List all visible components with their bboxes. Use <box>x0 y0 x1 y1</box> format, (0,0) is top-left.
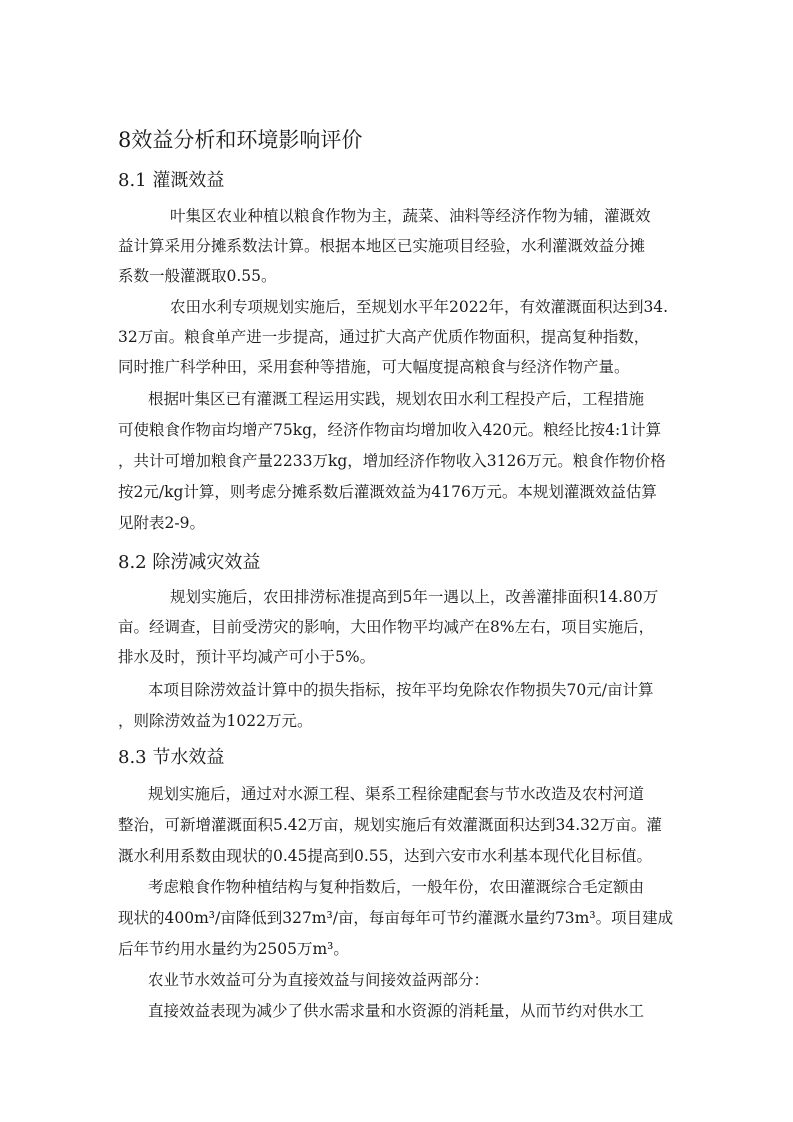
paragraph-line: 本项目除涝效益计算中的损失指标，按年平均免除农作物损失70元/亩计算 <box>148 681 654 699</box>
paragraph-line: 益计算采用分摊系数法计算。根据本地区已实施项目经验，水利灌溉效益分摊 <box>118 237 646 255</box>
paragraph-line: 直接效益表现为减少了供水需求量和水资源的消耗量，从而节约对供水工 <box>148 1002 645 1020</box>
section-heading-8-1: 8.1 灌溉效益 <box>118 170 225 191</box>
page-title: 8效益分析和环境影响评价 <box>118 128 363 152</box>
paragraph-line: 同时推广科学种田，采用套种等措施，可大幅度提高粮食与经济作物产量。 <box>118 358 630 376</box>
paragraph-line: 溉水利用系数由现状的0.45提高到0.55，达到六安市水利基本现代化目标值。 <box>118 847 653 865</box>
paragraph-line: 排水及时，预计平均减产可小于5%。 <box>118 648 376 666</box>
paragraph-line: 农田水利专项规划实施后，至规划水平年2022年，有效灌溉面积达到34. <box>170 298 669 316</box>
paragraph-line: 亩。经调查，目前受涝灾的影响，大田作物平均减产在8%左右，项目实施后， <box>118 618 655 636</box>
paragraph-line: 32万亩。粮食单产进一步提高，通过扩大高产优质作物面积，提高复种指数， <box>118 328 650 346</box>
paragraph-line: 按2元/kg计算，则考虑分摊系数后灌溉效益为4176万元。本规划灌溉效益估算 <box>118 483 657 501</box>
paragraph-line: 根据叶集区已有灌溉工程运用实践，规划农田水利工程投产后，工程措施 <box>148 390 645 408</box>
paragraph-line: 后年节约用水量约为2505万m³。 <box>118 940 349 958</box>
paragraph-line: ，则除涝效益为1022万元。 <box>118 712 313 730</box>
paragraph-line: 系数一般灌溉取0.55。 <box>118 267 277 285</box>
paragraph-line: 可使粮食作物亩均增产75kg，经济作物亩均增加收入420元。粮经比按4:1计算 <box>118 421 662 439</box>
paragraph-line: 现状的400m³/亩降低到327m³/亩，每亩每年可节约灌溉水量约73m³。项目建成 <box>118 909 674 927</box>
section-heading-8-2: 8.2 除涝减灾效益 <box>118 552 261 573</box>
paragraph-line: 考虑粮食作物种植结构与复种指数后，一般年份，农田灌溉综合毛定额由 <box>148 878 645 896</box>
paragraph-line: 规划实施后，通过对水源工程、渠系工程徐建配套与节水改造及农村河道 <box>148 785 645 803</box>
paragraph-line: 农业节水效益可分为直接效益与间接效益两部分： <box>148 971 490 989</box>
paragraph-line: ，共计可增加粮食产量2233万kg，增加经济作物收入3126万元。粮食作物价格 <box>118 452 666 470</box>
section-heading-8-3: 8.3 节水效益 <box>118 747 225 768</box>
paragraph-line: 叶集区农业种植以粮食作物为主，蔬菜、油料等经济作物为辅，灌溉效 <box>170 207 651 225</box>
paragraph-line: 整治，可新增灌溉面积5.42万亩，规划实施后有效灌溉面积达到34.32万亩。灌 <box>118 816 662 834</box>
paragraph-line: 见附表2-9。 <box>118 514 205 532</box>
paragraph-line: 规划实施后，农田排涝标准提高到5年一遇以上，改善灌排面积14.80万 <box>170 588 659 606</box>
